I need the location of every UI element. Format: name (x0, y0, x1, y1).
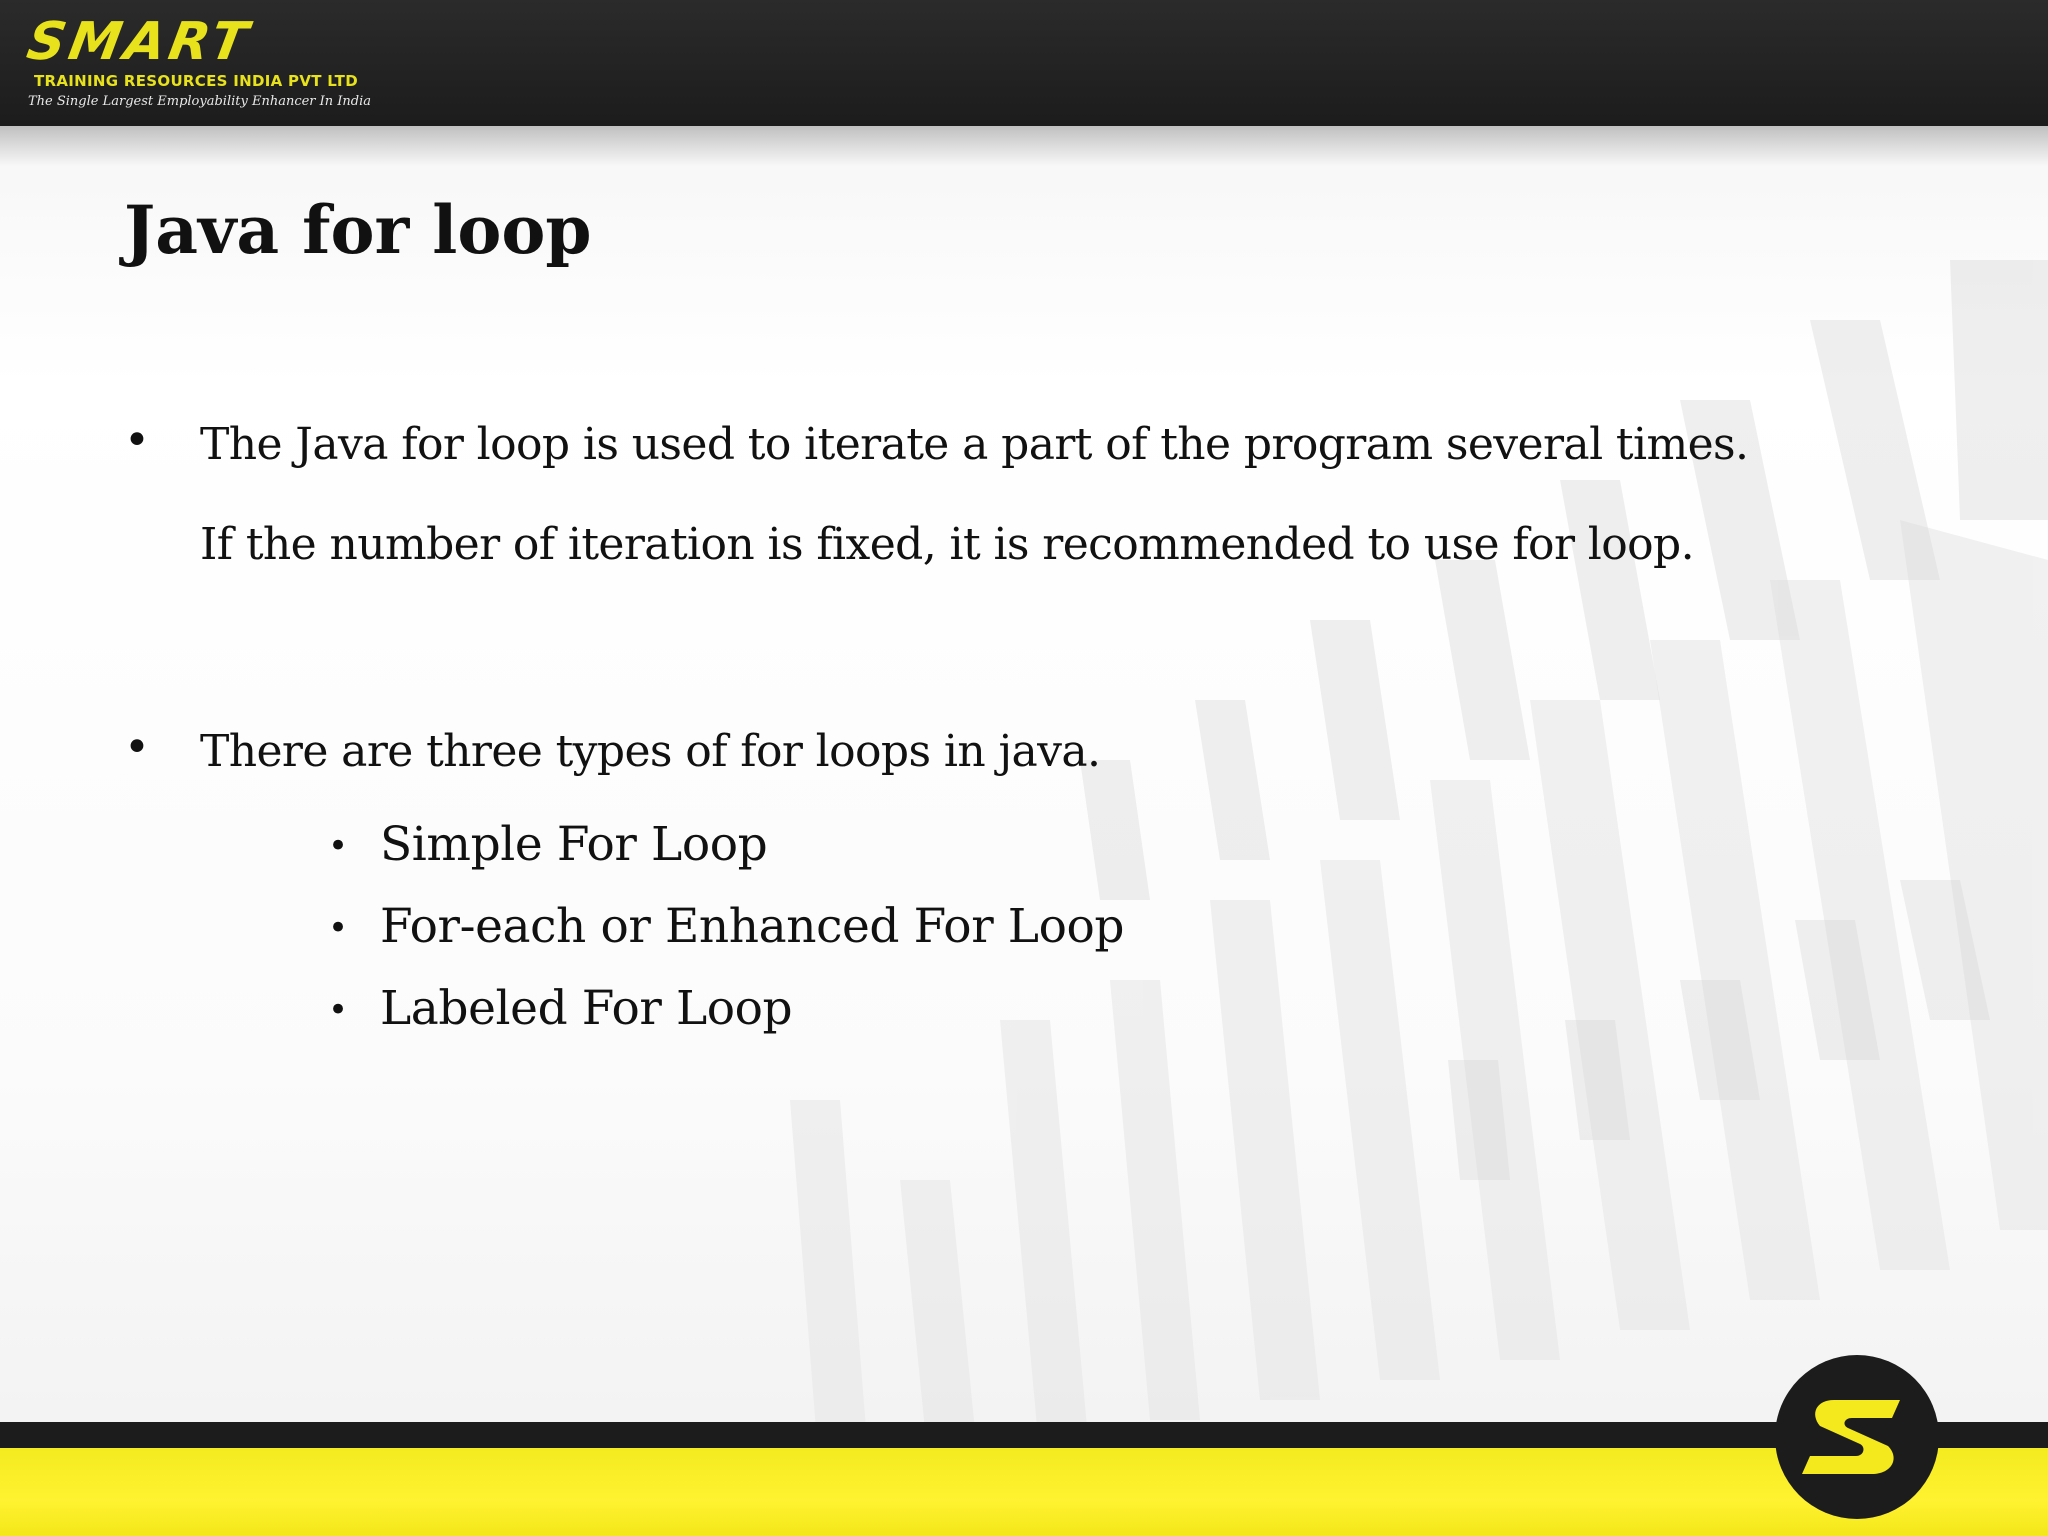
header-shadow (0, 126, 2048, 166)
sub-item-1: Simple For Loop (380, 817, 768, 872)
bullet-1-line-1: The Java for loop is used to iterate a part of the program several times. (200, 419, 1749, 470)
bullet-2-line-1: There are three types of for loops in java. (200, 726, 1101, 777)
sub-item-3: Labeled For Loop (380, 981, 793, 1036)
sub-bullet-dot-icon: • (328, 826, 349, 866)
bullet-dot-icon: • (124, 722, 150, 773)
footer-yellow-bar (0, 1448, 2048, 1536)
sub-bullet-dot-icon: • (328, 908, 349, 948)
bullet-1-line-2: If the number of iteration is fixed, it is recommended to use for loop. (200, 519, 1694, 570)
slide-title: Java for loop (124, 191, 592, 269)
sub-bullet-dot-icon: • (328, 990, 349, 1030)
footer-dark-stripe (0, 1422, 2048, 1448)
logo-tagline: The Single Largest Employability Enhancer In India (28, 94, 372, 109)
bullet-dot-icon: • (124, 415, 150, 466)
smart-s-logo-icon (1772, 1352, 1942, 1522)
logo-wordmark: SMART (22, 12, 256, 72)
logo-company-name: TRAINING RESOURCES INDIA PVT LTD (34, 72, 358, 90)
smart-logo (22, 12, 372, 114)
sub-item-2: For-each or Enhanced For Loop (380, 899, 1125, 954)
